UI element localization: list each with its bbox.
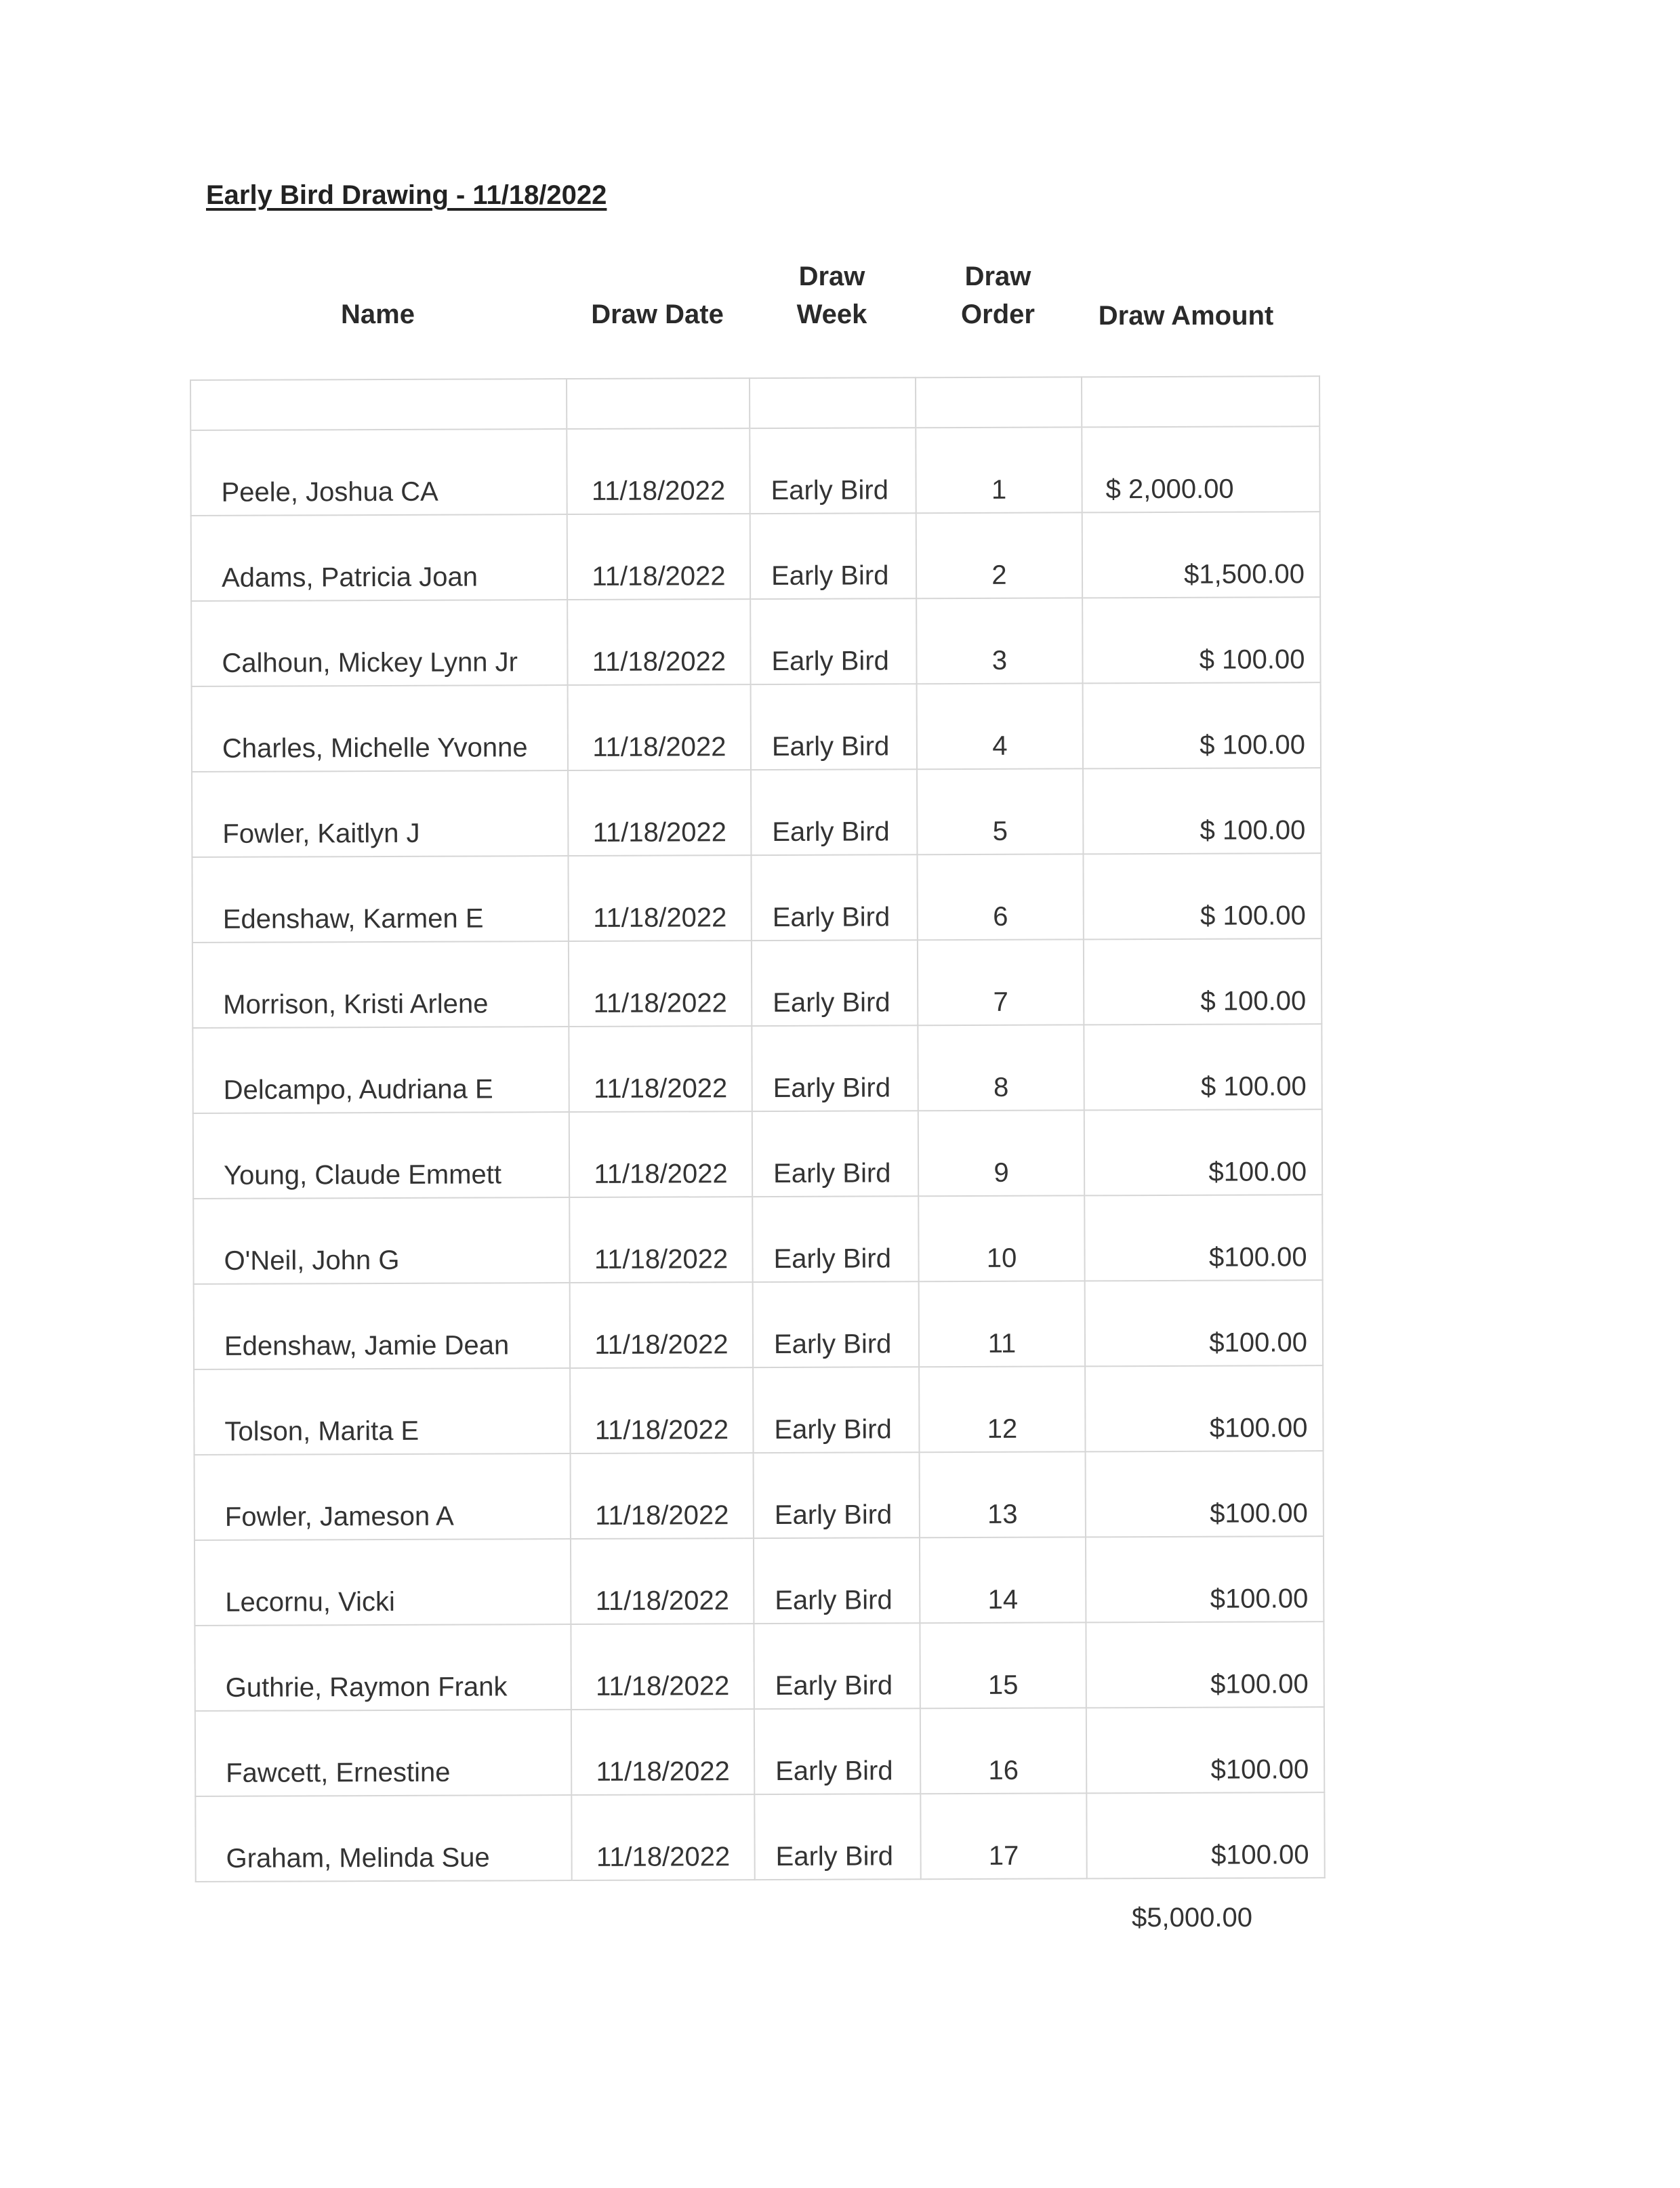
cell-draw-amount-text: $ 100.00	[1200, 1071, 1307, 1102]
cell-name-text: Young, Claude Emmett	[224, 1159, 502, 1191]
table-row	[190, 426, 1319, 516]
cell-draw-amount-text: $100.00	[1210, 1754, 1309, 1785]
cell-draw-order	[919, 1281, 1085, 1367]
column-header-draw-week	[749, 257, 915, 333]
cell-draw-week	[753, 1281, 919, 1367]
cell-draw-amount	[1082, 597, 1320, 683]
cell-draw-amount	[1083, 768, 1321, 854]
cell-name-text: Delcampo, Audriana E	[223, 1074, 493, 1105]
cell-draw-amount-text: $100.00	[1210, 1498, 1308, 1529]
cell-draw-amount-text: $100.00	[1209, 1327, 1308, 1358]
cell-draw-week	[750, 428, 916, 514]
cell-draw-date	[568, 684, 751, 770]
cell-draw-week-text: Early Bird	[772, 902, 890, 933]
table-row	[193, 1109, 1322, 1199]
table-row	[194, 1536, 1324, 1626]
cell-draw-date-text: 11/18/2022	[594, 1329, 729, 1360]
cell-name-text: Edenshaw, Karmen E	[222, 903, 484, 934]
cell-draw-amount	[1085, 1280, 1323, 1366]
cell-draw-amount	[1084, 1024, 1322, 1110]
cell-draw-order-text: 12	[987, 1413, 1018, 1444]
cell-draw-week	[754, 1452, 920, 1538]
spacer-cell	[190, 379, 567, 430]
cell-draw-date-text: 11/18/2022	[593, 1073, 728, 1104]
cell-draw-amount	[1085, 1365, 1323, 1451]
cell-draw-order	[918, 939, 1084, 1025]
cell-draw-amount	[1084, 938, 1322, 1025]
cell-draw-date-text: 11/18/2022	[592, 732, 726, 762]
cell-draw-week-text: Early Bird	[771, 560, 889, 592]
cell-draw-date	[570, 1282, 753, 1368]
cell-draw-order-text: 3	[991, 645, 1008, 676]
cell-draw-week	[750, 598, 916, 684]
spacer-cell	[750, 377, 916, 428]
cell-name	[193, 1112, 569, 1199]
cell-name-text: Peele, Joshua CA	[221, 476, 438, 508]
draw-table	[190, 375, 1326, 1882]
cell-name	[194, 1453, 571, 1540]
draw-table-body	[190, 376, 1325, 1882]
table-row	[195, 1707, 1324, 1796]
cell-draw-week	[754, 1794, 920, 1880]
cell-draw-week-text: Early Bird	[773, 1073, 891, 1104]
cell-draw-amount-text: $100.00	[1210, 1669, 1309, 1699]
cell-name-text: Guthrie, Raymon Frank	[225, 1672, 508, 1703]
total-amount: $5,000.00	[1132, 1903, 1252, 1933]
cell-name	[195, 1795, 571, 1882]
cell-draw-order	[916, 512, 1082, 598]
cell-draw-amount-text: $ 100.00	[1200, 730, 1305, 760]
cell-name	[191, 600, 567, 686]
cell-draw-date	[567, 514, 750, 600]
cell-name	[192, 941, 569, 1028]
column-header-draw-order-line1: Draw	[964, 262, 1031, 291]
cell-name-text: Lecornu, Vicki	[225, 1586, 395, 1617]
cell-draw-order-text: 14	[987, 1584, 1019, 1615]
cell-draw-order	[920, 1793, 1086, 1879]
cell-draw-amount-text: $ 2,000.00	[1105, 474, 1234, 505]
cell-draw-date	[569, 1026, 752, 1112]
cell-draw-date	[569, 1197, 752, 1283]
cell-draw-order	[920, 1451, 1086, 1537]
cell-name	[194, 1539, 571, 1626]
table-row	[192, 682, 1321, 772]
cell-draw-week	[752, 1025, 918, 1111]
cell-draw-order-text: 15	[987, 1670, 1019, 1700]
cell-name-text: Fowler, Kaitlyn J	[222, 818, 420, 849]
table-header	[190, 257, 1319, 352]
cell-draw-date	[571, 1709, 754, 1795]
cell-draw-order	[917, 683, 1083, 769]
cell-draw-date-text: 11/18/2022	[592, 646, 726, 677]
cell-name	[193, 1197, 569, 1284]
cell-draw-amount-text: $100.00	[1209, 1413, 1308, 1443]
cell-name	[192, 856, 568, 943]
table-row	[192, 1024, 1322, 1113]
column-header-draw-week-line1: Draw	[798, 262, 865, 291]
cell-draw-order-text: 4	[992, 730, 1008, 761]
cell-draw-amount-text: $1,500.00	[1183, 559, 1305, 590]
cell-draw-date-text: 11/18/2022	[592, 561, 726, 592]
cell-draw-date	[567, 428, 750, 514]
cell-draw-week-text: Early Bird	[771, 646, 889, 677]
page-title: Early Bird Drawing - 11/18/2022	[206, 180, 607, 210]
cell-draw-week-text: Early Bird	[773, 1329, 892, 1359]
cell-draw-order-text: 8	[993, 1072, 1009, 1102]
cell-draw-order-text: 16	[988, 1755, 1019, 1786]
cell-draw-date	[569, 1111, 752, 1197]
cell-draw-date-text: 11/18/2022	[596, 1756, 730, 1787]
cell-name	[195, 1710, 571, 1796]
cell-draw-amount-text: $100.00	[1210, 1584, 1309, 1614]
cell-name	[192, 1027, 569, 1113]
cell-name	[194, 1283, 570, 1369]
cell-draw-order	[920, 1708, 1086, 1794]
cell-draw-date-text: 11/18/2022	[594, 1159, 728, 1189]
cell-draw-date-text: 11/18/2022	[593, 903, 727, 933]
cell-draw-amount-text: $ 100.00	[1199, 644, 1305, 675]
cell-draw-date-text: 11/18/2022	[595, 1500, 729, 1531]
cell-draw-amount	[1084, 1109, 1322, 1195]
cell-draw-order	[918, 1025, 1084, 1111]
cell-name	[190, 429, 567, 516]
cell-draw-week-text: Early Bird	[774, 1414, 892, 1445]
cell-name-text: Fawcett, Ernestine	[226, 1757, 451, 1788]
cell-draw-amount	[1082, 426, 1319, 512]
cell-draw-order-text: 10	[986, 1243, 1017, 1273]
cell-name-text: Tolson, Marita E	[224, 1416, 419, 1447]
column-header-draw-date: Draw Date	[591, 300, 724, 329]
cell-draw-date	[568, 770, 751, 856]
cell-draw-date-text: 11/18/2022	[594, 1244, 729, 1275]
cell-draw-date	[571, 1794, 754, 1880]
cell-draw-week	[752, 1111, 918, 1197]
cell-name-text: Fowler, Jameson A	[224, 1501, 454, 1532]
cell-draw-week	[754, 1708, 920, 1794]
cell-draw-date-text: 11/18/2022	[593, 988, 727, 1018]
cell-draw-week-text: Early Bird	[774, 1500, 893, 1530]
table-row	[194, 1365, 1323, 1455]
cell-draw-week	[752, 940, 918, 1026]
cell-draw-order-text: 11	[987, 1328, 1017, 1359]
cell-name-text: Adams, Patricia Joan	[221, 562, 478, 593]
cell-name-text: Morrison, Kristi Arlene	[223, 989, 489, 1020]
column-header-draw-order	[915, 257, 1081, 333]
cell-draw-order	[917, 768, 1083, 854]
cell-draw-week-text: Early Bird	[771, 475, 889, 506]
column-header-name: Name	[341, 300, 415, 329]
cell-draw-date	[571, 1538, 754, 1624]
cell-draw-order-text: 9	[993, 1157, 1009, 1188]
cell-draw-amount	[1082, 512, 1320, 598]
cell-draw-date	[567, 599, 750, 685]
spacer-cell	[1082, 376, 1319, 427]
cell-draw-amount-text: $ 100.00	[1200, 901, 1306, 931]
cell-draw-week-text: Early Bird	[775, 1841, 894, 1872]
cell-draw-week	[754, 1537, 920, 1624]
cell-draw-amount	[1086, 1792, 1324, 1878]
cell-draw-week-text: Early Bird	[775, 1670, 893, 1701]
cell-draw-week-text: Early Bird	[775, 1756, 893, 1786]
cell-draw-week	[751, 854, 917, 941]
table-row	[194, 1622, 1324, 1711]
cell-draw-order-text: 6	[993, 901, 1008, 932]
cell-draw-order	[916, 427, 1082, 513]
cell-draw-date-text: 11/18/2022	[592, 817, 727, 848]
cell-draw-week	[752, 1196, 918, 1282]
cell-draw-week-text: Early Bird	[772, 817, 890, 848]
cell-draw-amount	[1083, 853, 1321, 939]
cell-draw-week-text: Early Bird	[773, 1243, 892, 1275]
cell-draw-date	[571, 1624, 754, 1710]
cell-name	[194, 1368, 570, 1455]
table-row	[192, 853, 1321, 943]
cell-draw-amount	[1084, 1195, 1322, 1281]
cell-name	[192, 685, 568, 772]
cell-draw-date-text: 11/18/2022	[596, 1842, 731, 1872]
cell-draw-week	[751, 769, 917, 855]
cell-draw-amount	[1086, 1536, 1324, 1622]
spacer-cell	[567, 378, 750, 429]
table-row	[192, 938, 1322, 1028]
cell-name-text: Calhoun, Mickey Lynn Jr	[222, 647, 518, 678]
cell-draw-amount	[1086, 1451, 1324, 1537]
table-row	[194, 1451, 1324, 1540]
cell-draw-week	[753, 1367, 919, 1453]
cell-draw-date-text: 11/18/2022	[596, 1671, 730, 1701]
cell-draw-date	[568, 855, 751, 941]
cell-draw-order-text: 1	[991, 474, 1007, 505]
cell-draw-order-text: 13	[987, 1499, 1018, 1529]
cell-draw-date	[571, 1453, 754, 1539]
cell-draw-order	[918, 1195, 1084, 1281]
cell-draw-order-text: 2	[991, 560, 1007, 590]
cell-name-text: Charles, Michelle Yvonne	[222, 732, 528, 764]
cell-draw-date-text: 11/18/2022	[594, 1415, 729, 1445]
cell-draw-date-text: 11/18/2022	[595, 1586, 729, 1616]
column-header-draw-amount: Draw Amount	[1098, 301, 1274, 331]
cell-draw-amount-text: $100.00	[1210, 1840, 1309, 1870]
cell-name-text: Edenshaw, Jamie Dean	[224, 1330, 510, 1361]
table-row	[193, 1195, 1322, 1284]
cell-draw-order	[920, 1622, 1086, 1708]
cell-draw-amount-text: $100.00	[1208, 1242, 1307, 1273]
cell-draw-order-text: 7	[993, 987, 1008, 1017]
cell-name	[194, 1624, 571, 1711]
cell-draw-order	[918, 1110, 1084, 1196]
cell-draw-week-text: Early Bird	[773, 1158, 891, 1189]
cell-draw-date	[570, 1367, 753, 1453]
cell-name	[192, 770, 568, 857]
cell-draw-week	[750, 513, 916, 599]
cell-draw-date-text: 11/18/2022	[591, 476, 726, 506]
table-row	[192, 768, 1321, 857]
cell-draw-order-text: 17	[988, 1840, 1019, 1871]
table-row	[191, 512, 1320, 601]
table-row	[191, 597, 1320, 686]
table-row	[195, 1792, 1324, 1882]
cell-draw-order	[920, 1537, 1086, 1623]
spacer-cell	[916, 377, 1082, 428]
cell-draw-order	[919, 1366, 1085, 1452]
cell-draw-week-text: Early Bird	[773, 987, 890, 1018]
cell-draw-amount-text: $ 100.00	[1200, 815, 1306, 846]
cell-draw-amount-text: $ 100.00	[1200, 986, 1307, 1016]
cell-draw-amount	[1086, 1622, 1324, 1708]
cell-draw-date	[569, 941, 752, 1027]
cell-name-text: Graham, Melinda Sue	[226, 1842, 490, 1874]
cell-draw-order	[916, 598, 1082, 684]
cell-draw-week	[751, 684, 917, 770]
cell-draw-order	[917, 854, 1083, 940]
column-header-draw-order-line2: Order	[961, 300, 1035, 329]
cell-draw-amount-text: $100.00	[1208, 1157, 1307, 1187]
column-header-draw-week-line2: Week	[796, 300, 867, 329]
cell-draw-week-text: Early Bird	[775, 1585, 893, 1615]
cell-draw-amount	[1086, 1707, 1324, 1793]
table-row	[194, 1280, 1323, 1369]
cell-draw-week	[754, 1623, 920, 1709]
cell-name	[191, 514, 567, 601]
cell-draw-week-text: Early Bird	[771, 731, 890, 762]
cell-name-text: O'Neil, John G	[224, 1245, 400, 1276]
table-spacer-row	[190, 376, 1319, 430]
cell-draw-order-text: 5	[992, 816, 1008, 846]
cell-draw-amount	[1083, 682, 1321, 768]
